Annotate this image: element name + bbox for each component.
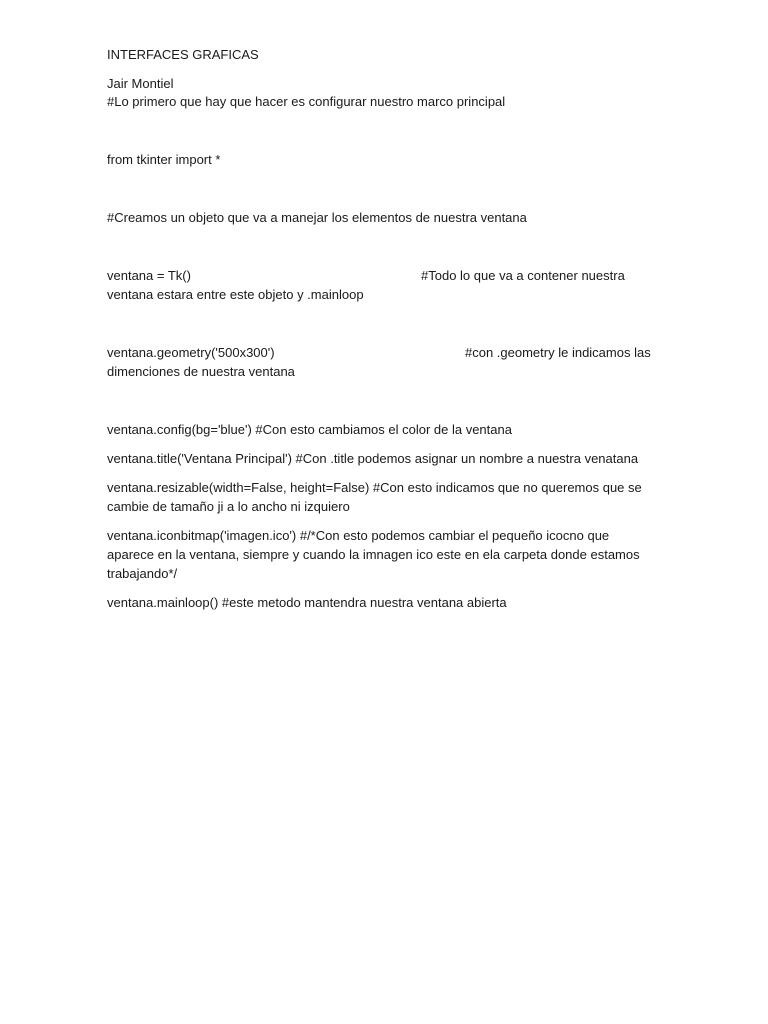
- intro-comment: #Lo primero que hay que hacer es configurar nuestro marco principal: [107, 94, 506, 109]
- tk-comment-second-line: ventana estara entre este objeto y .mainloop: [107, 287, 364, 302]
- geometry-comment-first-line: #con .geometry le indicamos las: [465, 345, 651, 360]
- resizable-line-2: cambie de tamaño ji a lo ancho ni izquiero: [107, 499, 350, 514]
- resizable-line-1: ventana.resizable(width=False, height=False) #Con esto indicamos que no queremos que se: [107, 480, 642, 495]
- title-line: ventana.title('Ventana Principal') #Con .title podemos asignar un nombre a nuestra venatana: [107, 451, 639, 466]
- comment-objeto: #Creamos un objeto que va a manejar los elementos de nuestra ventana: [107, 210, 527, 225]
- author-name: Jair Montiel: [107, 76, 174, 91]
- import-line: from tkinter import *: [107, 152, 221, 167]
- iconbitmap-line-1: ventana.iconbitmap('imagen.ico') #/*Con esto podemos cambiar el pequeño icocno que: [107, 528, 610, 543]
- iconbitmap-line-3: trabajando*/: [107, 566, 178, 581]
- tk-code: ventana = Tk(): [107, 268, 191, 283]
- iconbitmap-line-2: aparece en la ventana, siempre y cuando la imnagen ico este en ela carpeta donde estamos: [107, 547, 640, 562]
- config-line: ventana.config(bg='blue') #Con esto cambiamos el color de la ventana: [107, 422, 512, 437]
- geometry-comment-second-line: dimenciones de nuestra ventana: [107, 364, 295, 379]
- mainloop-line: ventana.mainloop() #este metodo mantendra nuestra ventana abierta: [107, 595, 507, 610]
- document-title: INTERFACES GRAFICAS: [107, 47, 259, 62]
- geometry-code: ventana.geometry('500x300'): [107, 345, 275, 360]
- tk-comment-first-line: #Todo lo que va a contener nuestra: [421, 268, 625, 283]
